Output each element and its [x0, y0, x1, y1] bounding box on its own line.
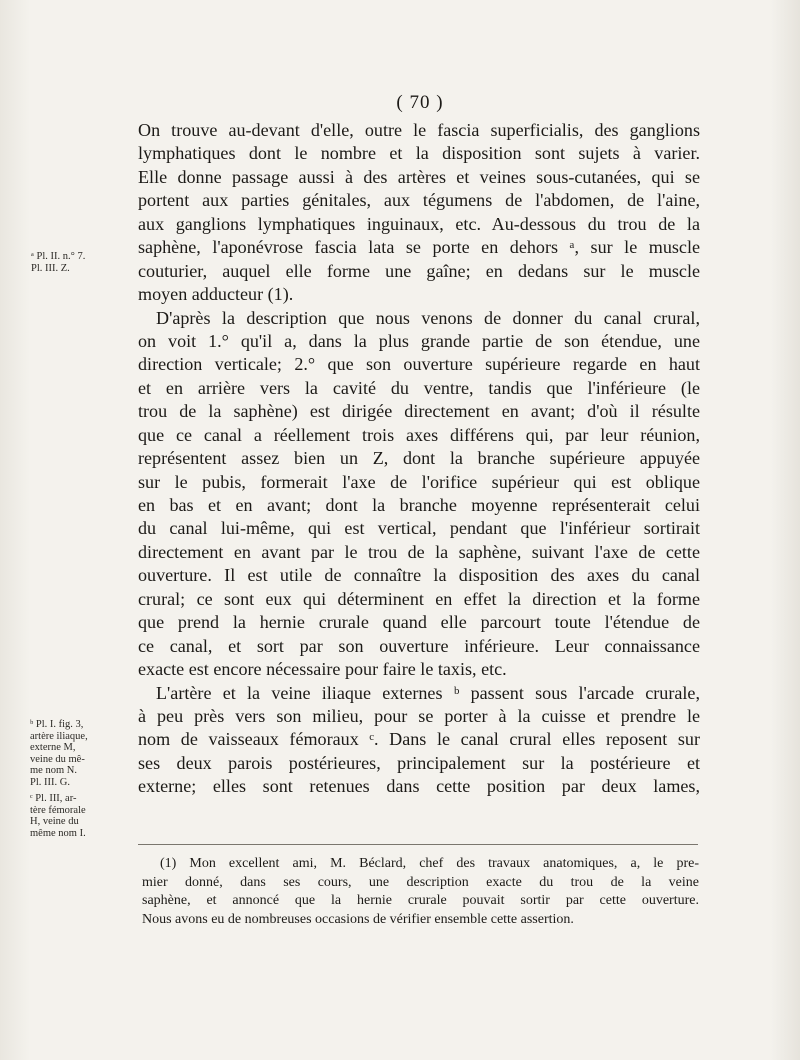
- text-line: Elle donne passage aussi à des artères et veines sous-cutanées, qui se: [138, 166, 700, 187]
- text-line: que ce canal a réellement trois axes différens qui, par leur réunion,: [138, 424, 700, 445]
- text-line: externe; elles sont retenues dans cette position par deux lames,: [138, 776, 700, 797]
- text-line: que prend la hernie crurale quand elle parcourt toute l'étendue de: [138, 612, 700, 633]
- text-line: ouverture. Il est utile de connaître la disposition des axes du canal: [138, 565, 700, 586]
- margin-note-c: [30, 793, 130, 839]
- margin-note-line: me nom N.: [30, 765, 77, 776]
- text-line: nom de vaisseaux fémoraux ᶜ. Dans le canal crural elles reposent sur: [138, 729, 700, 750]
- text-line: directement en avant par le trou de la saphène, suivant l'axe de cette: [138, 541, 700, 562]
- margin-note-line: ᵇ Pl. I. fig. 3,: [30, 719, 84, 730]
- text-line: sur le pubis, formerait l'axe de l'orifice supérieur qui est oblique: [138, 471, 700, 492]
- footnote-line: saphène, et annoncé que la hernie crurale pouvait sortir par cette ouverture.: [142, 893, 699, 909]
- text-line: On trouve au-devant d'elle, outre le fascia superficialis, des ganglions: [138, 120, 700, 140]
- margin-note-line: ᶜ Pl. III, ar-: [30, 793, 77, 804]
- text-line: ce canal, et sort par son ouverture inférieure. Leur connaissance: [138, 635, 700, 656]
- page-number: ( 70 ): [396, 92, 444, 113]
- text-line: lymphatiques dont le nombre et la disposition sont sujets à varier.: [138, 143, 700, 164]
- text-line: exacte est encore nécessaire pour faire le taxis, etc.: [138, 659, 507, 680]
- footnote: [142, 855, 699, 929]
- margin-note-line: Pl. III. Z.: [31, 262, 70, 274]
- text-line: représentent assez bien un Z, dont la branche supérieure appuyée: [138, 448, 700, 469]
- margin-note-line: Pl. III. G.: [30, 776, 70, 788]
- margin-note-a: [31, 251, 131, 274]
- margin-note-b: [30, 719, 130, 788]
- margin-note-line: externe M,: [30, 742, 76, 753]
- text-line: aux ganglions lymphatiques inguinaux, etc. Au-dessous du trou de la: [138, 213, 700, 234]
- margin-note-line: H, veine du: [30, 816, 79, 827]
- margin-note-line: même nom I.: [30, 827, 86, 839]
- footnote-line: Nous avons eu de nombreuses occasions de vérifier ensemble cette assertion.: [142, 911, 574, 927]
- footnote-line: mier donné, dans ses cours, une description exacte du trou de la veine: [142, 874, 699, 890]
- text-line: portent aux parties génitales, aux tégumens de l'abdomen, de l'aine,: [138, 190, 700, 211]
- margin-note-line: ᵃ Pl. II. n.° 7.: [31, 251, 86, 262]
- text-line: on voit 1.° qu'il a, dans la plus grande partie de son étendue, une: [138, 330, 700, 351]
- body-text: [138, 119, 700, 799]
- footnote-line: (1) Mon excellent ami, M. Béclard, chef des travaux anatomiques, a, le pre-: [160, 856, 699, 871]
- text-line: saphène, l'aponévrose fascia lata se porte en dehors ᵃ, sur le muscle: [138, 237, 700, 258]
- text-line: couturier, auquel elle forme une gaîne; en dedans sur le muscle: [138, 260, 700, 281]
- text-line: ses deux parois postérieures, principalement sur la postérieure et: [138, 752, 700, 773]
- footnote-rule: [138, 844, 698, 845]
- text-line: et en arrière vers la cavité du ventre, tandis que l'inférieure (le: [138, 377, 700, 398]
- text-line: trou de la saphène) est dirigée directement en avant; d'où il résulte: [138, 401, 700, 422]
- text-line: à peu près vers son milieu, pour se porter à la cuisse et prendre le: [138, 705, 700, 726]
- text-line: D'après la description que nous venons de donner du canal crural,: [156, 307, 700, 328]
- margin-note-line: tère fémorale: [30, 804, 86, 816]
- text-line: en bas et en avant; dont la branche moyenne représenterait celui: [138, 495, 700, 515]
- margin-note-line: veine du mê-: [30, 753, 85, 765]
- text-line: moyen adducteur (1).: [138, 284, 294, 305]
- text-line: du canal lui-même, qui est vertical, pendant que l'inférieur sortirait: [138, 518, 700, 539]
- margin-note-line: artère iliaque,: [30, 730, 88, 742]
- text-line: direction verticale; 2.° que son ouverture supérieure regarde en haut: [138, 354, 700, 375]
- text-line: L'artère et la veine iliaque externes ᵇ passent sous l'arcade crurale,: [156, 682, 700, 703]
- text-line: crural; ce sont eux qui déterminent en effet la direction et la forme: [138, 588, 700, 609]
